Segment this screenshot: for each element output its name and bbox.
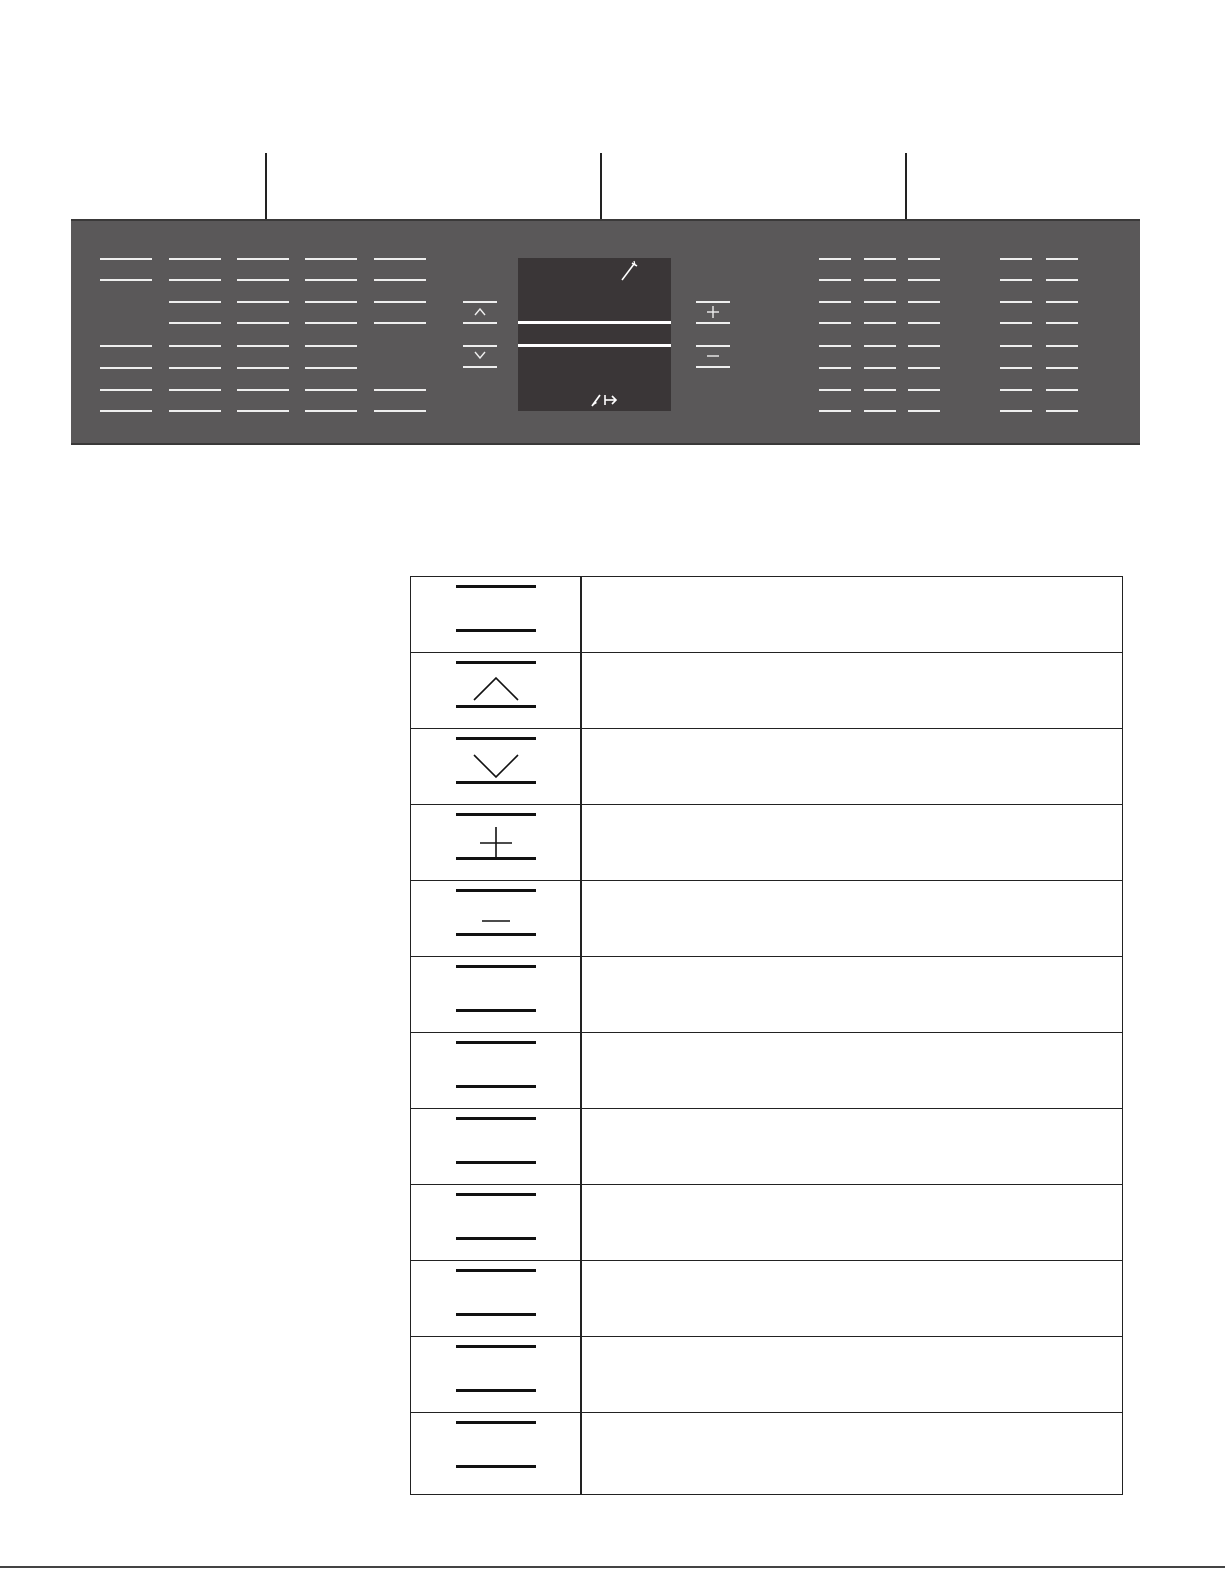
panel-key-line[interactable] xyxy=(374,389,426,391)
legend-row xyxy=(411,1413,1122,1489)
panel-key-line[interactable] xyxy=(1046,367,1078,369)
panel-key-line[interactable] xyxy=(864,345,896,347)
panel-key-line[interactable] xyxy=(100,410,152,412)
panel-key-line[interactable] xyxy=(100,389,152,391)
panel-key-line[interactable] xyxy=(100,279,152,281)
panel-key-line[interactable] xyxy=(169,258,221,260)
panel-key-line[interactable] xyxy=(237,389,289,391)
panel-key-line[interactable] xyxy=(1000,410,1032,412)
panel-key-line[interactable] xyxy=(1000,258,1032,260)
panel-key-line[interactable] xyxy=(237,322,289,324)
minus-button[interactable] xyxy=(696,345,730,369)
panel-key-line[interactable] xyxy=(819,279,851,281)
panel-key-line[interactable] xyxy=(819,322,851,324)
legend-row xyxy=(411,805,1122,881)
panel-key-line[interactable] xyxy=(237,301,289,303)
panel-key-line[interactable] xyxy=(908,410,940,412)
panel-key-line[interactable] xyxy=(374,258,426,260)
panel-key-line[interactable] xyxy=(374,279,426,281)
panel-key-line[interactable] xyxy=(908,389,940,391)
minus-icon xyxy=(456,889,536,947)
page-footer-rule xyxy=(0,1566,1225,1568)
legend-row xyxy=(411,1185,1122,1261)
panel-key-line[interactable] xyxy=(908,367,940,369)
panel-key-line[interactable] xyxy=(169,322,221,324)
panel-key-line[interactable] xyxy=(169,410,221,412)
chevron-down-icon xyxy=(456,737,536,795)
panel-key-line[interactable] xyxy=(237,410,289,412)
panel-key-line[interactable] xyxy=(374,301,426,303)
panel-key-line[interactable] xyxy=(374,322,426,324)
display-highlight-bar xyxy=(518,321,671,324)
chevron-up-icon xyxy=(456,661,536,719)
blank-key-icon xyxy=(456,585,536,643)
panel-key-line[interactable] xyxy=(305,345,357,347)
panel-key-line[interactable] xyxy=(864,389,896,391)
panel-key-line[interactable] xyxy=(1046,279,1078,281)
panel-key-line[interactable] xyxy=(864,410,896,412)
probe-icon xyxy=(620,260,640,287)
panel-key-line[interactable] xyxy=(169,301,221,303)
plus-button[interactable] xyxy=(696,301,730,325)
legend-row xyxy=(411,957,1122,1033)
panel-key-line[interactable] xyxy=(305,389,357,391)
panel-key-line[interactable] xyxy=(908,279,940,281)
panel-key-line[interactable] xyxy=(864,322,896,324)
panel-key-line[interactable] xyxy=(237,258,289,260)
blank-key-icon xyxy=(456,1421,536,1479)
panel-key-line[interactable] xyxy=(1046,389,1078,391)
panel-key-line[interactable] xyxy=(864,301,896,303)
panel-key-line[interactable] xyxy=(100,258,152,260)
legend-table xyxy=(410,576,1123,1495)
blank-key-icon xyxy=(456,1041,536,1099)
panel-key-line[interactable] xyxy=(1000,279,1032,281)
panel-key-line[interactable] xyxy=(305,279,357,281)
panel-key-line[interactable] xyxy=(1000,389,1032,391)
up-button[interactable] xyxy=(463,301,497,325)
panel-key-line[interactable] xyxy=(819,367,851,369)
panel-key-line[interactable] xyxy=(819,345,851,347)
blank-key-icon xyxy=(456,965,536,1023)
panel-key-line[interactable] xyxy=(1046,258,1078,260)
panel-key-line[interactable] xyxy=(1000,322,1032,324)
blank-key-icon xyxy=(456,1193,536,1251)
legend-row xyxy=(411,1033,1122,1109)
panel-key-line[interactable] xyxy=(1000,301,1032,303)
panel-key-line[interactable] xyxy=(819,301,851,303)
panel-key-line[interactable] xyxy=(819,410,851,412)
legend-row xyxy=(411,881,1122,957)
panel-key-line[interactable] xyxy=(169,279,221,281)
legend-row xyxy=(411,729,1122,805)
panel-key-line[interactable] xyxy=(237,345,289,347)
down-button[interactable] xyxy=(463,345,497,369)
panel-key-line[interactable] xyxy=(819,389,851,391)
panel-key-line[interactable] xyxy=(819,258,851,260)
panel-key-line[interactable] xyxy=(169,345,221,347)
blank-key-icon xyxy=(456,1117,536,1175)
panel-key-line[interactable] xyxy=(305,322,357,324)
panel-key-line[interactable] xyxy=(305,301,357,303)
panel-key-line[interactable] xyxy=(237,367,289,369)
blank-key-icon xyxy=(456,1345,536,1403)
panel-key-line[interactable] xyxy=(908,301,940,303)
panel-key-line[interactable] xyxy=(100,367,152,369)
panel-key-line[interactable] xyxy=(374,410,426,412)
panel-key-line[interactable] xyxy=(908,345,940,347)
legend-row xyxy=(411,1109,1122,1185)
panel-key-line[interactable] xyxy=(908,258,940,260)
panel-key-line[interactable] xyxy=(237,279,289,281)
panel-key-line[interactable] xyxy=(305,367,357,369)
panel-key-line[interactable] xyxy=(305,258,357,260)
panel-key-line[interactable] xyxy=(169,367,221,369)
panel-key-line[interactable] xyxy=(1000,367,1032,369)
panel-key-line[interactable] xyxy=(305,410,357,412)
panel-key-line[interactable] xyxy=(864,367,896,369)
panel-key-line[interactable] xyxy=(1046,301,1078,303)
panel-key-line[interactable] xyxy=(1000,345,1032,347)
panel-key-line[interactable] xyxy=(1046,410,1078,412)
legend-row xyxy=(411,577,1122,653)
display-screen xyxy=(518,258,671,411)
panel-key-line[interactable] xyxy=(1046,345,1078,347)
display-highlight-bar xyxy=(518,344,671,347)
panel-key-line[interactable] xyxy=(864,258,896,260)
panel-key-line[interactable] xyxy=(100,345,152,347)
panel-key-line[interactable] xyxy=(864,279,896,281)
legend-row xyxy=(411,1261,1122,1337)
plus-icon xyxy=(456,813,536,871)
legend-row xyxy=(411,653,1122,729)
panel-key-line[interactable] xyxy=(169,389,221,391)
panel-key-line[interactable] xyxy=(1046,322,1078,324)
blank-key-icon xyxy=(456,1269,536,1327)
legend-row xyxy=(411,1337,1122,1413)
probe-arrow-icon xyxy=(590,392,620,411)
panel-key-line[interactable] xyxy=(908,322,940,324)
